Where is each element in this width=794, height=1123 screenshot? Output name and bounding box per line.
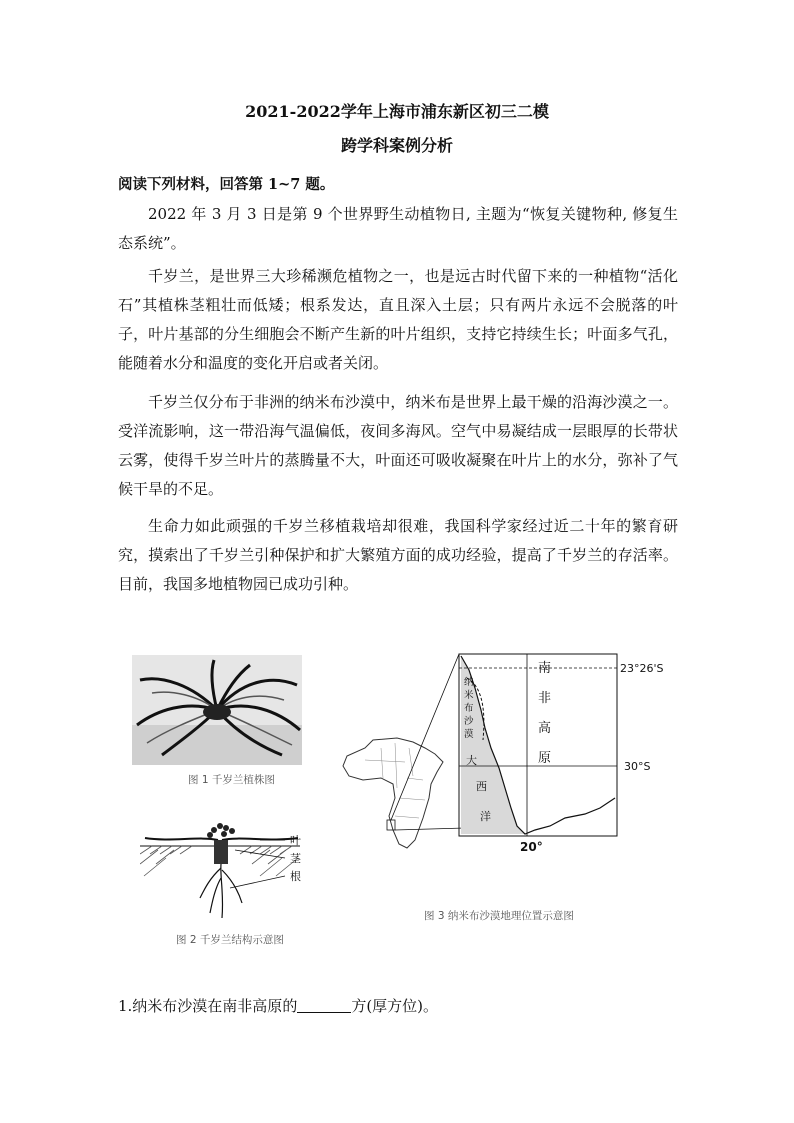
paragraph: 2022 年 3 月 3 日是第 9 个世界野生动植物日, 主题为“恢复关键物种, 修复生态系统”。: [118, 205, 678, 252]
figure-1-caption: 图 1 千岁兰植株图: [188, 774, 275, 786]
page-title: 2021-2022学年上海市浦东新区初三二模: [245, 102, 549, 121]
question-1: [118, 995, 438, 1016]
question-1-prefix: 1.纳米布沙漠在南非高原的: [118, 997, 298, 1015]
ocean-label-2: 西: [476, 780, 487, 793]
figure-3-caption: 图 3 纳米布沙漠地理位置示意图: [424, 910, 574, 922]
ocean-label-3: 洋: [480, 810, 491, 823]
paragraph: 千岁兰，是世界三大珍稀濒危植物之一，也是远古时代留下来的一种植物“活化石”其植株茎粗壮而低矮；根系发达，直且深入土层；只有两片永远不会脱落的叶子，叶片基部的分生细胞会不断产生新的叶片组织，支持它持续生长；叶面多气孔，能随着水分和温度的变化开启或者关闭。: [118, 267, 678, 372]
root-label: 根: [290, 870, 301, 883]
figure-2-caption: 图 2 千岁兰结构示意图: [176, 934, 284, 946]
desert-label: 纳 米 布 沙 漠: [464, 677, 474, 740]
stem-label: 茎: [290, 852, 301, 865]
latitude-label-30s: 30°S: [624, 760, 651, 773]
paragraph: 生命力如此顽强的千岁兰移植栽培却很难，我国科学家经过近二十年的繁育研究，摸索出了千岁兰引种保护和扩大繁殖方面的成功经验，提高了千岁兰的存活率。目前，我国多地植物园已成功引种。: [118, 517, 678, 593]
ocean-label-1: 大: [466, 754, 477, 767]
namib-desert-location-map: [335, 648, 680, 858]
instruction-text: 阅读下列材料，回答第 1~7 题。: [118, 176, 335, 193]
question-1-suffix: 方(厚方位)。: [351, 997, 439, 1015]
page-subtitle: 跨学科案例分析: [340, 136, 453, 155]
longitude-label-20: 20°: [520, 840, 543, 854]
leaf-label: 叶: [290, 834, 301, 847]
plateau-label: 南 非 高 原: [538, 661, 552, 766]
paragraph: 千岁兰仅分布于非洲的纳米布沙漠中，纳米布是世界上最干燥的沿海沙漠之一。受洋流影响，这一带沿海气温偏低，夜间多海风。空气中易凝结成一层眼厚的长带状云雾，使得千岁兰叶片的蒸腾量不大，叶面还可吸收凝聚在叶片上的水分，弥补了气候干旱的不足。: [118, 393, 678, 498]
welwitschia-structure-diagram: [140, 818, 340, 928]
latitude-label-tropic: 23°26'S: [620, 662, 664, 675]
welwitschia-plant-photo: [132, 655, 302, 765]
answer-blank[interactable]: [297, 998, 351, 1013]
